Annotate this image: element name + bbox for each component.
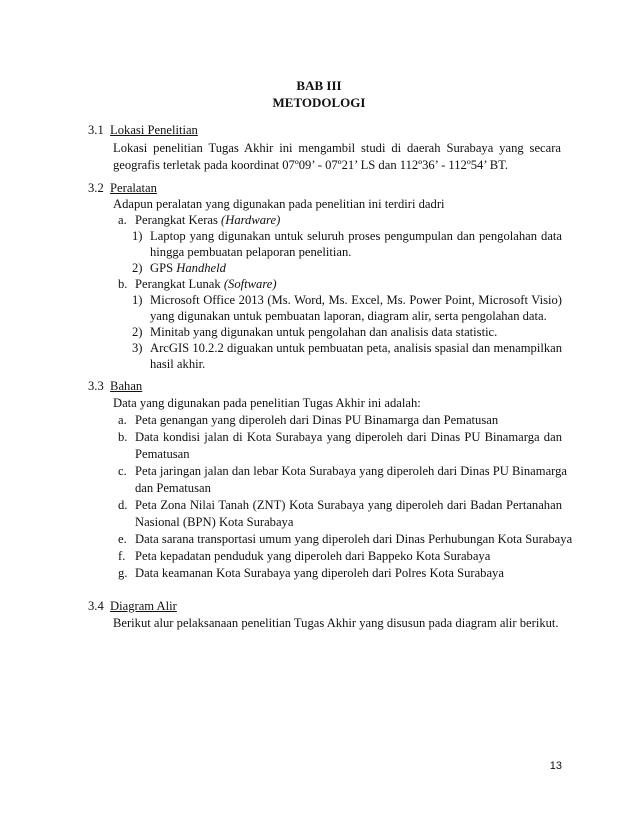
paragraph-line: Lokasi penelitian Tugas Akhir ini mengambil studi di daerah Surabaya yang secara bbox=[113, 141, 561, 155]
page-number: 13 bbox=[549, 760, 562, 772]
section-3-3-heading bbox=[88, 378, 142, 394]
list-item: Laptop yang digunakan untuk seluruh proses pengumpulan dan pengolahan data bbox=[150, 229, 562, 243]
list-marker: 1) bbox=[132, 229, 143, 243]
chapter-title: METODOLOGI bbox=[272, 95, 366, 110]
section-3-2-heading bbox=[88, 180, 157, 196]
chapter-label: BAB III bbox=[296, 78, 342, 93]
list-item: Microsoft Office 2013 (Ms. Word, Ms. Excel, Ms. Power Point, Microsoft Visio) bbox=[150, 293, 562, 307]
list-item bbox=[135, 212, 280, 228]
section-3-4-heading bbox=[88, 598, 177, 614]
item-label-italic: (Hardware) bbox=[221, 213, 281, 227]
list-marker: 3) bbox=[132, 341, 143, 355]
list-marker: c. bbox=[118, 464, 127, 478]
list-marker: b. bbox=[118, 430, 128, 444]
list-item: Data keamanan Kota Surabaya yang diperoleh dari Polres Kota Surabaya bbox=[135, 566, 504, 580]
list-marker: 1) bbox=[132, 293, 143, 307]
list-item-continuation: Nasional (BPN) Kota Surabaya bbox=[135, 515, 294, 529]
list-item: Peta kepadatan penduduk yang diperoleh dari Bappeko Kota Surabaya bbox=[135, 549, 491, 563]
list-marker: a. bbox=[118, 413, 127, 427]
list-item-continuation: dan Pematusan bbox=[135, 481, 211, 495]
paragraph-line: geografis terletak pada koordinat 07º09’ - 07º21’ LS dan 112º36’ - 112º54’ BT. bbox=[113, 158, 509, 172]
section-title: Diagram Alir bbox=[110, 599, 177, 613]
section-title: Lokasi Penelitian bbox=[110, 123, 198, 137]
section-number: 3.4 bbox=[88, 599, 104, 613]
list-item: Peta genangan yang diperoleh dari Dinas PU Binamarga dan Pematusan bbox=[135, 413, 499, 427]
list-marker: e. bbox=[118, 532, 127, 546]
paragraph-line: Adapun peralatan yang digunakan pada penelitian ini terdiri dadri bbox=[113, 197, 445, 211]
list-item-continuation: hingga pembuatan pelaporan penelitian. bbox=[150, 245, 352, 259]
list-marker: a. bbox=[118, 213, 127, 227]
list-item-continuation: Pematusan bbox=[135, 447, 190, 461]
item-label: Perangkat Lunak bbox=[135, 277, 221, 291]
list-item: Data kondisi jalan di Kota Surabaya yang diperoleh dari Dinas PU Binamarga dan bbox=[135, 430, 562, 444]
list-marker: b. bbox=[118, 277, 128, 291]
list-item-continuation: yang digunakan untuk pembuatan laporan, diagram alir, serta pengolahan data. bbox=[150, 309, 547, 323]
list-item: Minitab yang digunakan untuk pengolahan dan analisis data statistic. bbox=[150, 325, 498, 339]
section-number: 3.2 bbox=[88, 181, 104, 195]
item-label-italic: Handheld bbox=[176, 261, 226, 275]
item-label-italic: (Software) bbox=[223, 277, 277, 291]
list-marker: f. bbox=[118, 549, 126, 563]
section-3-1-heading bbox=[88, 122, 198, 138]
list-item: Data sarana transportasi umum yang diperoleh dari Dinas Perhubungan Kota Surabaya bbox=[135, 532, 573, 546]
list-item: Peta jaringan jalan dan lebar Kota Surabaya yang diperoleh dari Dinas PU Binamarga bbox=[135, 464, 568, 478]
section-title: Peralatan bbox=[110, 181, 157, 195]
section-title: Bahan bbox=[110, 379, 143, 393]
list-marker: 2) bbox=[132, 325, 143, 339]
section-number: 3.3 bbox=[88, 379, 104, 393]
item-label: Perangkat Keras bbox=[135, 213, 218, 227]
paragraph-line: Data yang digunakan pada penelitian Tugas Akhir ini adalah: bbox=[113, 396, 421, 410]
item-label: GPS bbox=[150, 261, 174, 275]
list-item: ArcGIS 10.2.2 diguakan untuk pembuatan peta, analisis spasial dan menampilkan bbox=[150, 341, 562, 355]
list-item bbox=[150, 260, 226, 276]
paragraph-line: Berikut alur pelaksanaan penelitian Tugas Akhir yang disusun pada diagram alir berikut. bbox=[113, 616, 559, 630]
section-number: 3.1 bbox=[88, 123, 104, 137]
list-item: Peta Zona Nilai Tanah (ZNT) Kota Surabaya yang diperoleh dari Badan Pertanahan bbox=[135, 498, 562, 512]
list-marker: 2) bbox=[132, 261, 143, 275]
list-marker: d. bbox=[118, 498, 128, 512]
list-item bbox=[135, 276, 277, 292]
list-marker: g. bbox=[118, 566, 128, 580]
list-item-continuation: hasil akhir. bbox=[150, 357, 206, 371]
